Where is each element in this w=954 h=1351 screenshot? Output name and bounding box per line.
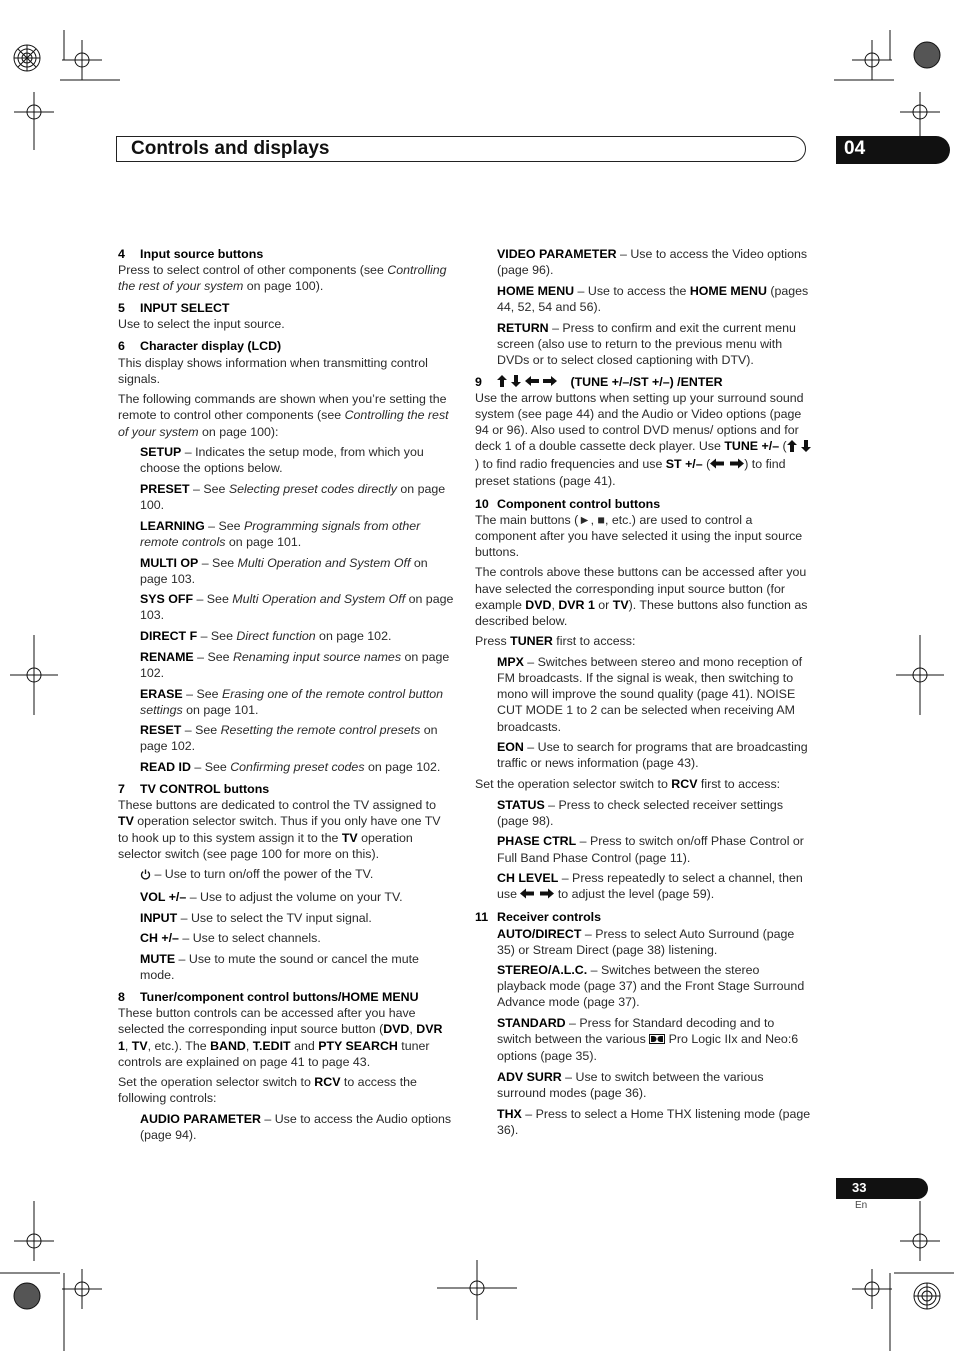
tuner-item-eon: EON – Use to search for programs that are broadcasting traffic or news information (page 43). [497, 740, 808, 771]
stop-icon: ■ [597, 512, 605, 527]
power-icon [140, 868, 151, 884]
section-10-text-4: Set the operation selector switch to RCV first to access: [475, 776, 781, 791]
left-column [118, 246, 454, 1148]
registration-mark-bottom-right [834, 1201, 954, 1351]
page-number-tab [836, 1178, 928, 1199]
section-10-heading: 10 Component control buttons [475, 496, 661, 511]
lcd-item-sys-off: SYS OFF – See Multi Operation and System Off on page 103. [140, 592, 454, 623]
section-4-heading: 4 Input source buttons [118, 247, 264, 261]
registration-mark-mid-left [0, 635, 60, 715]
receiver-item-adv-surr: ADV SURR – Use to switch between the various surround modes (page 36). [497, 1070, 764, 1101]
arrow-buttons-icon [497, 375, 567, 388]
tv-item-power: – Use to turn on/off the power of the TV. [140, 866, 454, 884]
lcd-item-preset: PRESET – See Selecting preset codes directly on page 100. [140, 482, 446, 513]
lcd-item-setup: SETUP – Indicates the setup mode, from which you choose the options below. [140, 445, 424, 476]
rcv-item-return: RETURN – Press to confirm and exit the current menu screen (also use to return to the previous menu with DVDs or to select closed captioning with DTV). [497, 320, 796, 367]
lcd-item-reset: RESET – See Resetting the remote control presets on page 102. [140, 723, 438, 754]
section-4-text: Press to select control of other components (see Controlling the rest of your system on page 100). [118, 263, 447, 294]
section-10-text-3: Press TUNER first to access: [475, 634, 636, 649]
section-8-text-2: Set the operation selector switch to RCV to access the following controls: [118, 1075, 417, 1106]
page-number: 33 [852, 1180, 867, 1195]
section-9-text: Use the arrow buttons when setting up your surround sound system (see page 44) and the Audio or Video options (page 94 or 96). Also used to control DVD menus/ options and for deck 1 of a double cassette deck player. Use TUNE +/– () to find radio frequencies and use ST +/– ( ) to find preset stations (page 41). [475, 390, 811, 490]
play-icon: ► [578, 512, 591, 527]
left-right-arrows-icon [710, 457, 744, 473]
registration-mark-top-right [834, 30, 954, 150]
section-9-heading: 9 (TUNE +/–/ST +/–) /ENTER [475, 374, 723, 389]
dolby-logo-icon [649, 1032, 665, 1048]
section-7-text: These buttons are dedicated to control the TV assigned to TV operation selector switch. Thus if you only have one TV to hook up to this system assign it to the TV operation selector switch (see page 100 for more on this). [118, 798, 441, 861]
section-6-text: This display shows information when transmitting control signals. [118, 355, 428, 386]
tv-item-ch: CH +/– – Use to select channels. [140, 931, 321, 946]
rcv-item-home-menu: HOME MENU – Use to access the HOME MENU (pages 44, 52, 54 and 56). [497, 283, 809, 314]
section-5-text: Use to select the input source. [118, 317, 285, 332]
lcd-item-read-id: READ ID – See Confirming preset codes on page 102. [140, 760, 441, 775]
section-8-heading: 8 Tuner/component control buttons/HOME MENU [118, 990, 419, 1005]
section-10-text-2: The controls above these buttons can be accessed after you have selected the corresponding input source button (for example DVD, DVR 1 or TV). These buttons also function as described below. [475, 565, 808, 628]
lcd-item-erase: ERASE – See Erasing one of the remote control button settings on page 101. [140, 686, 444, 717]
section-6-text-2: The following commands are shown when you’re setting the remote to control other components (see Controlling the rest of your system on page 100): [118, 392, 449, 439]
left-right-arrows-icon [520, 887, 554, 903]
section-7-heading: 7 TV CONTROL buttons [118, 782, 270, 797]
page-language: En [855, 1200, 868, 1211]
chapter-header-bar [116, 136, 806, 162]
right-column [475, 246, 811, 1143]
section-5-heading: 5 INPUT SELECT [118, 301, 230, 316]
registration-mark-mid-right [894, 635, 954, 715]
rcv-item-audio-parameter: AUDIO PARAMETER – Use to access the Audio options (page 94). [140, 1112, 452, 1143]
rcv-item-status: STATUS – Press to check selected receiver settings (page 98). [497, 797, 784, 828]
lcd-item-multi-op: MULTI OP – See Multi Operation and System Off on page 103. [140, 555, 428, 586]
rcv-item-video-parameter: VIDEO PARAMETER – Use to access the Video options (page 96). [497, 247, 808, 278]
rcv-item-ch-level: CH LEVEL – Press repeatedly to select a channel, then use to adjust the level (page 59). [497, 870, 811, 903]
registration-mark-top-left [0, 30, 120, 150]
tv-item-input: INPUT – Use to select the TV input signal. [140, 910, 372, 925]
chapter-number-tab [836, 136, 950, 164]
receiver-item-thx: THX – Press to select a Home THX listening mode (page 36). [497, 1106, 811, 1137]
registration-mark-bottom-center [437, 1260, 517, 1320]
lcd-item-rename: RENAME – See Renaming input source names on page 102. [140, 649, 450, 680]
chapter-title: Controls and displays [131, 138, 330, 159]
receiver-item-standard: STANDARD – Press for Standard decoding and to switch between the various Pro Logic IIx and Neo:6 options (page 35). [497, 1016, 799, 1064]
section-10-text: The main buttons (►, ■, etc.) are used to control a component after you have selected it using the input source buttons. [475, 512, 803, 559]
lcd-item-learning: LEARNING – See Programming signals from other remote controls on page 101. [140, 518, 421, 549]
rcv-item-phase-ctrl: PHASE CTRL – Press to switch on/off Phase Control or Full Band Phase Control (page 11). [497, 834, 804, 865]
registration-mark-bottom-left [0, 1201, 120, 1351]
section-8-text: These button controls can be accessed after you have selected the corresponding input source button (DVD, DVR 1, TV, etc.). The BAND, T.EDIT and PTY SEARCH tuner controls are explained on page 41 to page 43. [118, 1006, 443, 1069]
chapter-number: 04 [844, 138, 866, 159]
tuner-item-mpx: MPX – Switches between stereo and mono reception of FM broadcasts. If the signal is weak, then switching to mono will improve the sound quality (page 41). NOISE CUT MODE 1 to 2 can be selected when receiving AM broadcasts. [497, 655, 803, 734]
section-6-heading: 6 Character display (LCD) [118, 339, 282, 354]
up-down-arrows-icon [787, 440, 811, 456]
receiver-item-stereo-alc: STEREO/A.L.C. – Switches between the stereo playback mode (page 37) and the Front Stage Surround Advance mode (page 37). [497, 963, 805, 1010]
tv-item-mute: MUTE – Use to mute the sound or cancel the mute mode. [140, 952, 419, 983]
tv-item-vol: VOL +/– – Use to adjust the volume on your TV. [140, 890, 403, 904]
receiver-item-auto-direct: AUTO/DIRECT – Press to select Auto Surround (page 35) or Stream Direct (page 38) listening. [497, 926, 795, 957]
section-11-heading: 11 Receiver controls [475, 910, 601, 925]
lcd-item-direct-f: DIRECT F – See Direct function on page 102. [140, 629, 392, 644]
